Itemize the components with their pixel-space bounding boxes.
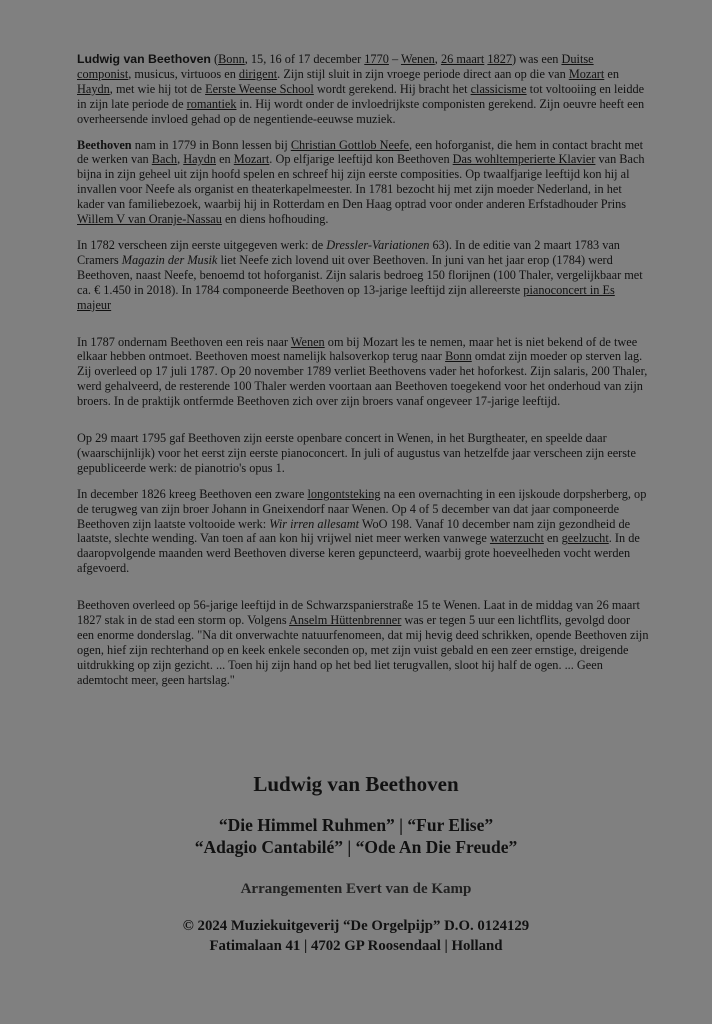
text: van Bach bijna in zijn geheel uit zijn hoofd spelen en schreef hij zijn eerste composities. Op twaalfjarige leeftijd kon hij al invallen voor Neefe als organist en theaterkapelmeester. In 1781 bezocht hij met zijn moeder Nederland, in het kader van familiebezoek, waarbij hij in Rotterdam en Den Haag optrad voor onder anderen Erfstadhouder Prins [77,152,645,212]
link-longontsteking[interactable]: longontsteking [307,486,381,501]
link-dirigent[interactable]: dirigent [238,66,278,81]
link-componist[interactable]: componist [77,66,129,81]
link-1770[interactable]: 1770 [364,52,389,66]
text: Op 29 maart 1795 gaf Beethoven zijn eerste openbare concert in Wenen, in het Burgtheater, en speelde daar (waarschijnlijk) voor het eerst zijn eerste pianoconcert. In juli of augustus van hetzelfde jaar verscheen zijn eerste gepubliceerde werk: de pianotrio's opus 1. [77,431,636,475]
text: WoO 198. Vanaf 10 december nam zijn gezondheid de laatste, slechte wending. Van toen af aan kon hij vrijwel niet meer werken vanwege [77,516,631,546]
bio-paragraph-4 [77,335,649,410]
publisher-line-1: © 2024 Muziekuitgeverij “De Orgelpijp” D.O. 0124129 [182,918,530,934]
link-classicisme[interactable]: classicisme [470,81,527,96]
link-willem-v[interactable]: Willem V van Oranje-Nassau [77,212,222,227]
bio-paragraph-1 [77,52,649,127]
text: en [216,152,234,167]
text: . Op elfjarige leeftijd kon Beethoven [269,152,453,167]
text: 63). In de editie van 2 maart 1783 van Cramers [77,237,620,267]
pieces-line-1: “Die Himmel Ruhmen” | “Fur Elise” [218,815,494,835]
text: liet Neefe zich lovend uit over Beethoven. In juni van het jaar erop (1784) werd Beethoven, naast Neefe, benoemd tot hoforganist. Zijn salaris bedroeg 150 florijnen (100 Thaler, vergelijkbaar met ca. € 1.450 in 2018). In 1784 componeerde Beethoven op 13-jarige leeftijd zijn allereerste [77,252,643,297]
text: omdat zijn moeder op sterven lag. Zij overleed op 17 juli 1787. Op 20 november 1789 verliet Beethovens vader het hoforkest. Zijn salaris, 200 Thaler, werd gehalveerd, de resterende 100 Thaler werden voortaan aan Beethoven toegekend voor het onderhoud van zijn broers. In de praktijk ontfermde Beethoven zich over zijn broers vanaf ongeveer 17-jarige leeftijd. [77,349,648,409]
link-romantiek[interactable]: romantiek [186,96,237,111]
bio-paragraph-2 [77,138,649,227]
link-mozart[interactable]: Mozart [233,152,270,167]
link-wenen[interactable]: Wenen [290,334,325,349]
link-haydn[interactable]: Haydn [77,81,110,96]
text: ) was een [512,52,562,66]
work-title: Dressler-Variationen [326,237,430,252]
text: In december 1826 kreeg Beethoven een zware [77,486,308,501]
text: . Zijn stijl sluit in zijn vroege periode direct aan op die van [277,66,569,81]
text: , [434,52,441,66]
text: ( [210,52,219,66]
title-block [0,770,712,956]
text: In 1782 verscheen zijn eerste uitgegeven werk: de [77,237,327,252]
pieces-line-2: “Adagio Cantabilé” | “Ode An Die Freude” [194,837,518,857]
link-wenen[interactable]: Wenen [400,52,435,66]
text: na een overnachting in een ijskoude dorpsherberg, op de terugweg van zijn broer Johann in Gneixendorf naar Wenen. Op 4 of 5 december van dat jaar componeerde Beethoven zijn laatste voltooide werk: [77,486,647,531]
link-bach[interactable]: Bach [151,152,178,167]
text: wordt gerekend. Hij bracht het [313,81,471,96]
link-bonn[interactable]: Bonn [218,52,245,66]
link-1827[interactable]: 1827 [487,52,512,66]
text: , een hoforganist, die hem in contact bracht met de werken van [77,137,644,167]
text: en [543,531,562,546]
link-huttenbrenner[interactable]: Anselm Hüttenbrenner [289,613,402,628]
bio-paragraph-3 [77,238,649,313]
text: tot voltooiing en leidde in zijn late periode de [77,81,645,111]
bio-paragraph-5 [77,431,649,476]
publisher-line-2: Fatimalaan 41 | 4702 GP Roosendaal | Holland [209,938,503,954]
magazine-title: Magazin der Musik [121,252,218,267]
link-mozart[interactable]: Mozart [568,66,605,81]
link-bonn[interactable]: Bonn [445,349,472,364]
text: was er tegen 5 uur een lichtflits, gevolgd door een enorme donderslag. "Na dit onverwachte natuurfenomeen, dat mij hevig deed schrikken, opende Beethoven zijn ogen, hief zijn rechterhand op en keek enkele seconden op, met zijn vuist gebald en een zeer ernstige, dreigende uitdrukking op zijn gezicht. ... Toen hij zijn hand op het bed liet terugvallen, sloot hij half de ogen. ... Geen ademtocht meer, geen hartslag." [77,613,649,687]
link-eerste-weense-school[interactable]: Eerste Weense School [205,81,314,96]
text: om bij Mozart les te nemen, maar het is niet bekend of de twee elkaar hebben ontmoet. Beethoven moest namelijk halsoverkop terug naar [77,334,638,364]
bio-paragraph-6 [77,487,649,576]
text: Beethoven overleed op 56-jarige leeftijd in de Schwarzspanierstraße 15 te Wenen. Laat in de middag van 26 maart 1827 stak in de stad een storm op. Volgens [77,598,640,628]
text: , [177,152,184,167]
link-26-maart[interactable]: 26 maart [440,52,485,66]
link-haydn[interactable]: Haydn [183,152,217,167]
text: , met wie hij tot de [109,81,206,96]
bio-paragraph-7 [77,598,649,687]
arranger-credit: Arrangementen Evert van de Kamp [240,881,472,897]
biography-text [77,52,649,699]
bio-name: Ludwig van Beethoven [77,52,211,66]
text: en [604,66,620,81]
text: in. Hij wordt onder de invloedrijkste componisten gerekend. Zijn oeuvre heeft een overheersende invloed gehad op de negentiende-eeuwse muziek. [77,96,645,126]
link-wohltemperierte-klavier[interactable]: Das wohltemperierte Klavier [452,152,596,167]
text: en diens hofhouding. [221,212,329,227]
text: , 15, 16 of 17 december [244,52,365,66]
link-duitse[interactable]: Duitse [561,52,594,66]
link-waterzucht[interactable]: waterzucht [489,531,544,546]
text: In 1787 ondernam Beethoven een reis naar [77,334,291,349]
text: . In de daaropvolgende maanden werd Beethoven diverse keren gepuncteerd, waarbij grote hoeveelheden vocht werden afgevoerd. [77,531,640,576]
link-neefe[interactable]: Christian Gottlob Neefe [290,137,409,152]
link-pianoconcert[interactable]: pianoconcert in Es majeur [77,282,615,312]
text: nam in 1779 in Bonn lessen bij [131,137,291,152]
text: – [388,52,401,66]
composer-title: Ludwig van Beethoven [253,772,459,796]
text: , musicus, virtuoos en [128,66,239,81]
link-geelzucht[interactable]: geelzucht [561,531,609,546]
work-title: Wir irren allesamt [269,516,359,531]
bio-name-bold: Beethoven [77,137,132,152]
